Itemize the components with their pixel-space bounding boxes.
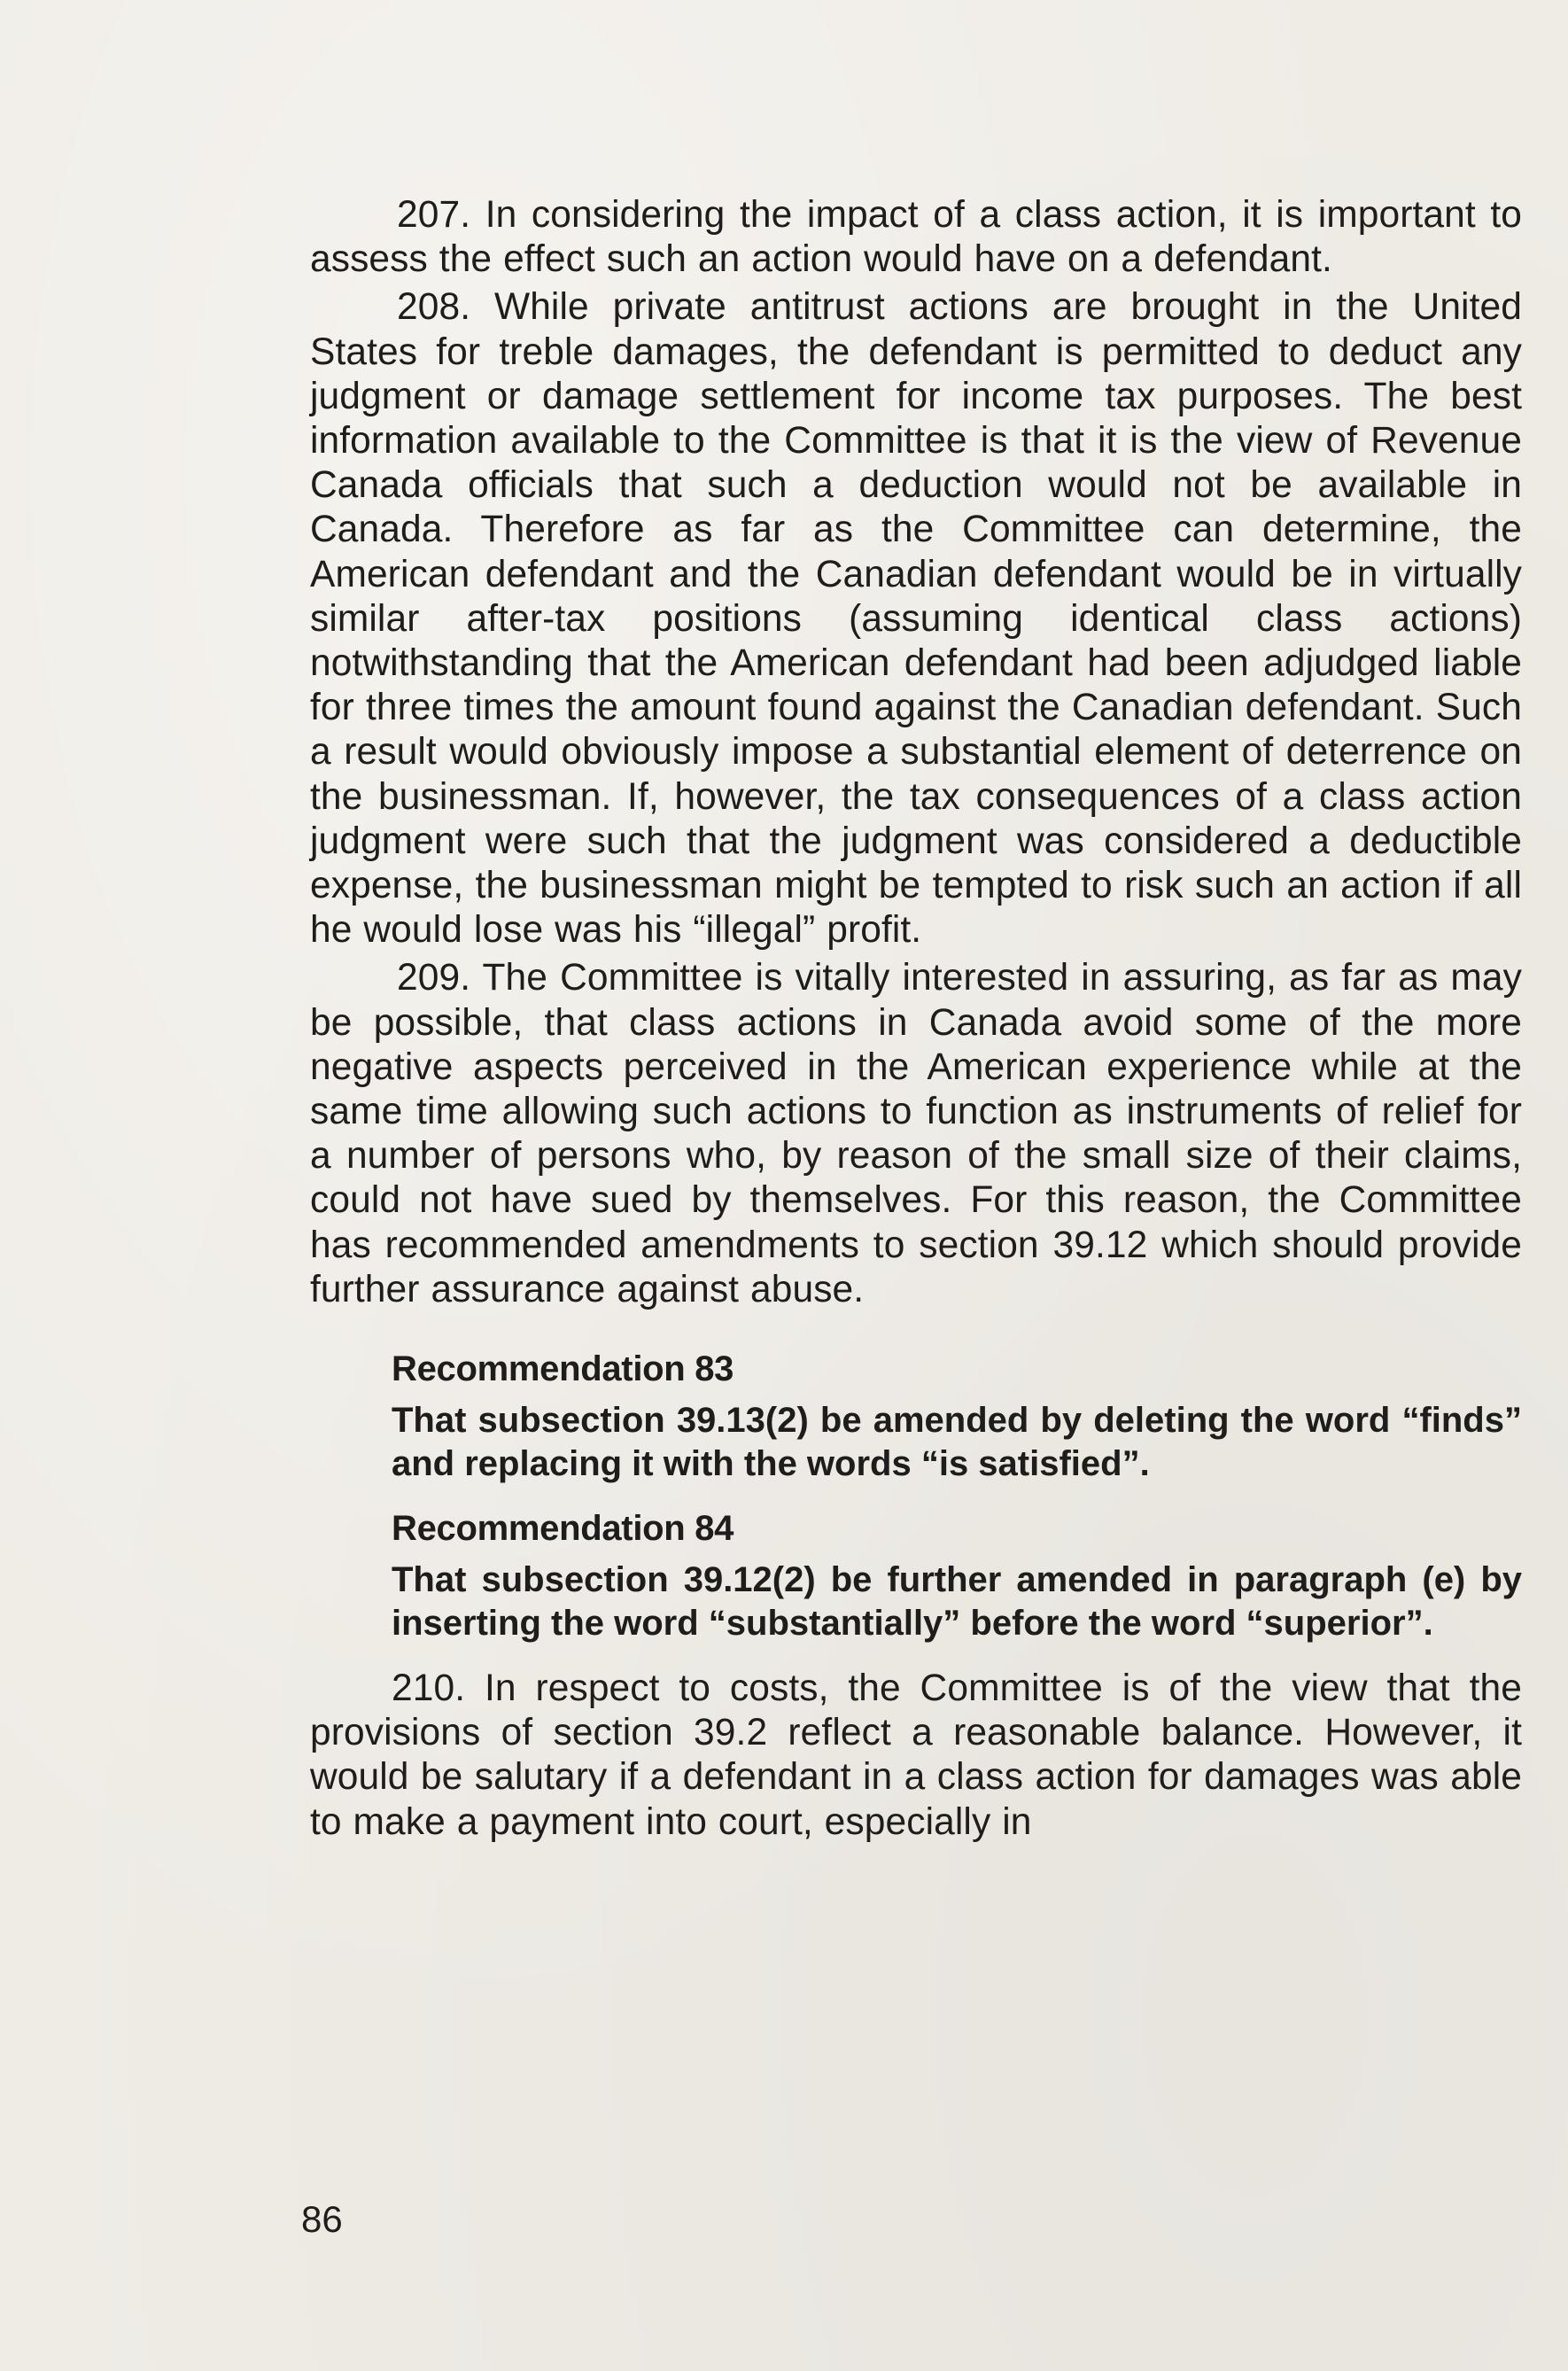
recommendation-text: That subsection 39.12(2) be further amended in paragraph (e) by inserting the word “substantially” before the word “superior”. bbox=[392, 1560, 1522, 1644]
paragraph-text: The Committee is vitally interested in assuring, as far as may be possible, that class actions in Canada avoid some of the more negative aspects perceived in the American experience while at the same time allowing such actions to function as instruments of relief for a number of persons who, by reason of the small size of their claims, could not have sued by themselves. For this reason, the Committee has recommended amendments to section 39.12 which should provide further assurance against abuse. bbox=[310, 957, 1522, 1310]
paragraph-208 bbox=[310, 285, 1522, 952]
recommendation-title: Recommendation 83 bbox=[392, 1349, 734, 1389]
paragraph-207 bbox=[310, 193, 1522, 282]
paragraph-number: 209. bbox=[397, 957, 471, 999]
paragraph-209 bbox=[310, 956, 1522, 1312]
paragraph-text: While private antitrust actions are brought in the United States for treble damages, the defendant is permitted to deduct any judgment or damage settlement for income tax purposes. The best information available to the Committee is that it is the view of Revenue Canada officials that such a deduction would not be available in Canada. Therefore as far as the Committee can determine, the American defendant and the Canadian defendant would be in virtually similar after-tax positions (assuming identical class actions) notwithstanding that the American defendant had been adjudged liable for three times the amount found against the Canadian defendant. Such a result would obviously impose a substantial element of deterrence on the businessman. If, however, the tax consequences of a class action judgment were such that the judgment was considered a deductible expense, the businessman might be tempted to risk such an action if all he would lose was his “illegal” profit. bbox=[310, 286, 1522, 952]
paragraph-210 bbox=[310, 1667, 1522, 1845]
body-text bbox=[310, 193, 1522, 1848]
paragraph-number: 207. bbox=[397, 194, 471, 236]
paragraph-number: 208. bbox=[397, 286, 471, 329]
paragraph-text: In respect to costs, the Committee is of the view that the provisions of section 39.2 reflect a reasonable balance. However, it would be salutary if a defendant in a class action for damages was able to make a payment into court, especially in bbox=[310, 1667, 1522, 1843]
recommendation-title: Recommendation 84 bbox=[392, 1509, 734, 1549]
page-number: 86 bbox=[301, 2198, 343, 2240]
recommendation-84 bbox=[392, 1507, 1522, 1645]
recommendation-text: That subsection 39.13(2) be amended by deleting the word “finds” and replacing it with the words “is satisfied”. bbox=[392, 1401, 1522, 1484]
recommendation-83 bbox=[392, 1348, 1522, 1486]
paragraph-text: In considering the impact of a class action, it is important to assess the effect such an action would have on a defendant. bbox=[310, 194, 1522, 281]
paragraph-number: 210. bbox=[392, 1667, 466, 1710]
